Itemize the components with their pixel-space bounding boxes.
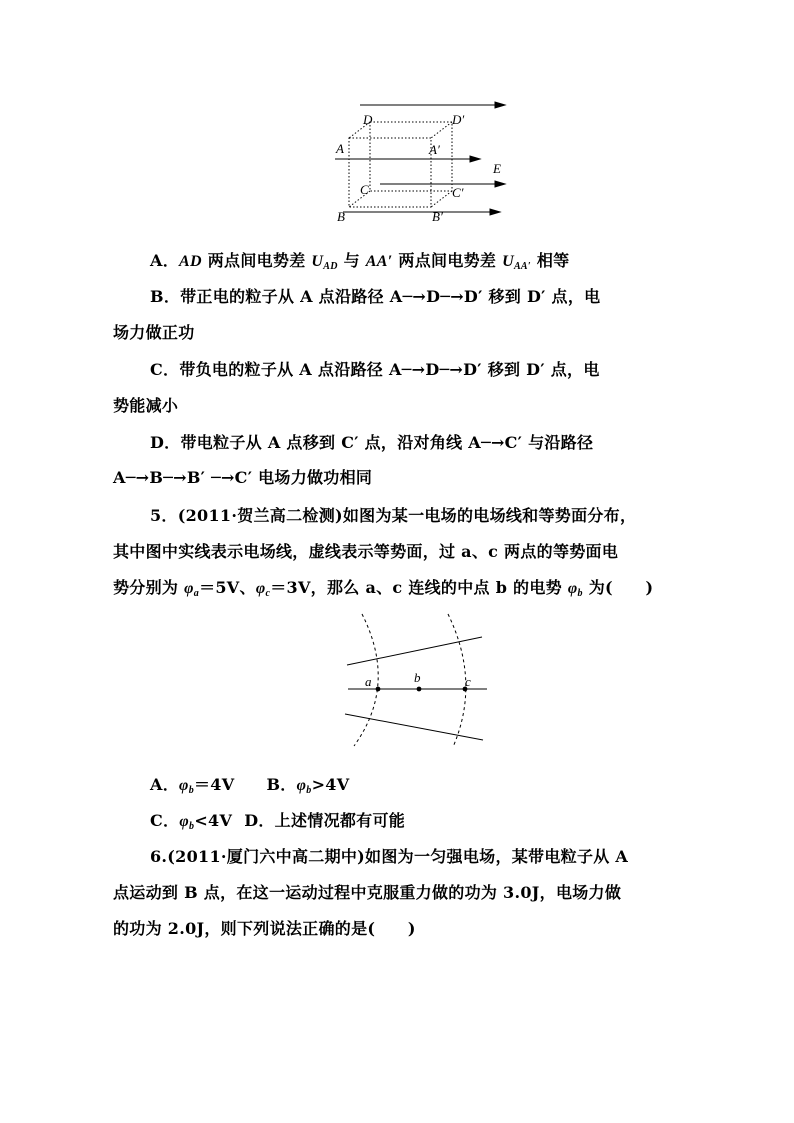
q6-stem-line1: 6.(2011·厦门六中高二期中)如图为一匀强电场，某带电粒子从 A — [150, 847, 629, 866]
label-C: C — [360, 182, 369, 197]
label-D: D — [363, 112, 373, 127]
equipotential-figure — [340, 610, 490, 750]
label-B: B — [337, 209, 345, 224]
label-E: E — [493, 161, 501, 176]
q6-stem-line3: 的功为 2.0J，则下列说法正确的是( ) — [113, 919, 416, 938]
q4-option-b-line2: 场力做正功 — [113, 323, 195, 342]
q5-stem-line3: 势分别为 $\varphi_a=5V$、$\varphi_c=3V$，那么 a、c 连线的中点 b 的电势 $\varphi_b$ 为( ) — [113, 578, 654, 599]
q4-option-d-line2: A─→B─→B′ ─→C′ 电场力做功相同 — [113, 468, 373, 487]
q5-options-cd: C．$\varphi_b<4V$ D．上述情况都有可能 — [150, 811, 406, 832]
q4-option-d-line1: D．带电粒子从 A 点移到 C′ 点，沿对角线 A─→C′ 与沿路径 — [150, 433, 594, 452]
q4-option-c-line2: 势能减小 — [113, 396, 179, 415]
label-B-prime: B′ — [432, 209, 443, 224]
q5-options-ab: A．$\varphi_b=4V$ B．$\varphi_b>4V$ — [150, 775, 350, 796]
label-c: c — [465, 674, 471, 689]
cube-field-figure — [325, 95, 515, 230]
label-b: b — [414, 670, 421, 685]
q5-stem-line2: 其中图中实线表示电场线，虚线表示等势面，过 a、c 两点的等势面电 — [113, 542, 619, 561]
label-A-prime: A′ — [429, 142, 440, 157]
label-C-prime: C′ — [452, 185, 464, 200]
label-A: A — [336, 141, 344, 156]
q5-stem-line1: 5．(2011·贺兰高二检测)如图为某一电场的电场线和等势面分布， — [150, 506, 637, 525]
label-a: a — [365, 674, 372, 689]
q4-option-c-line1: C．带负电的粒子从 A 点沿路径 A─→D─→D′ 移到 D′ 点，电 — [150, 360, 600, 379]
q6-stem-line2: 点运动到 B 点，在这一运动过程中克服重力做的功为 3.0J，电场力做 — [113, 883, 622, 902]
label-D-prime: D′ — [452, 112, 465, 127]
q4-option-a: A．AD 两点间电势差 $U_{AD}$ 与 AA′ 两点间电势差 $U_{AA'}$ 相等 — [150, 251, 570, 272]
q4-option-b-line1: B．带正电的粒子从 A 点沿路径 A─→D─→D′ 移到 D′ 点，电 — [150, 287, 601, 306]
